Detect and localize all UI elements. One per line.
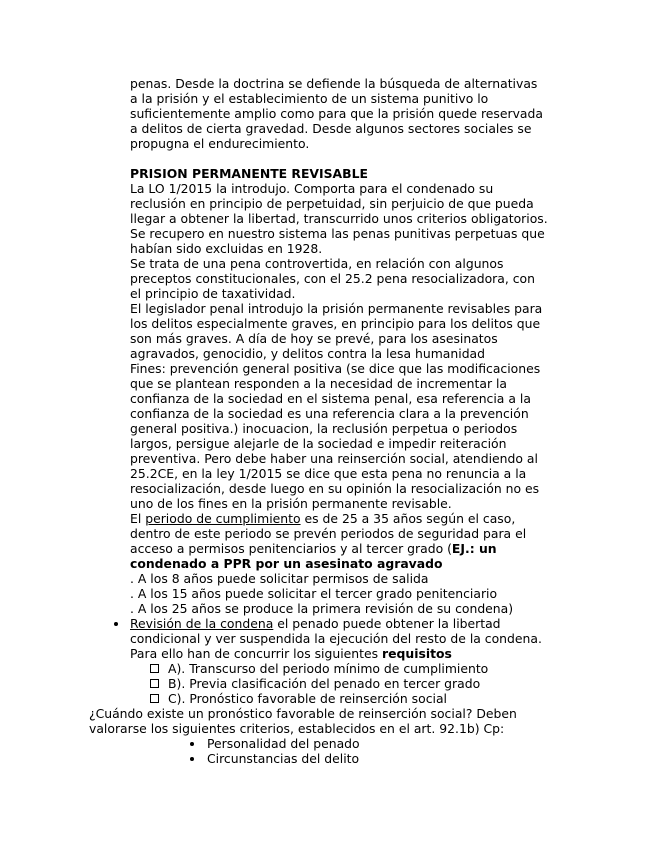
text-line: general positiva.) inocuacion, la reclusión perpetua o periodos bbox=[130, 421, 518, 436]
text-line: largos, persigue alejarle de la sociedad e impedir reiteración bbox=[130, 436, 507, 451]
text-line: reclusión en principio de perpetuidad, sin perjuicio de que pueda bbox=[130, 196, 534, 211]
criterio-item: Circunstancias del delito bbox=[207, 751, 360, 766]
checkbox-icon bbox=[150, 676, 159, 691]
revision-line bbox=[130, 616, 501, 631]
requisito-item: B). Previa clasificación del penado en tercer grado bbox=[168, 676, 481, 691]
text-line: preventiva. Pero debe haber una reinserción social, atendiendo al bbox=[130, 451, 538, 466]
text-line: habían sido excluidas en 1928. bbox=[130, 241, 323, 256]
text-line: suficientemente amplio como para que la prisión quede reservada bbox=[130, 106, 543, 121]
text-line: 25.2CE, en la ley 1/2015 se dice que esta pena no renuncia a la bbox=[130, 466, 527, 481]
text-span: Para ello han de concurrir los siguientes bbox=[130, 646, 383, 661]
text-span: acceso a permisos penitenciarios y al tercer grado ( bbox=[130, 541, 452, 556]
periodo-line bbox=[130, 511, 515, 526]
text-line: Se recupero en nuestro sistema las penas punitivas perpetuas que bbox=[130, 226, 545, 241]
text-line: condicional y ver suspendida la ejecución del resto de la condena. bbox=[130, 631, 542, 646]
text-span: El bbox=[130, 511, 146, 526]
section-heading: PRISION PERMANENTE REVISABLE bbox=[130, 166, 368, 181]
text-line: El legislador penal introdujo la prisión permanente revisables para bbox=[130, 301, 543, 316]
text-line: propugna el endurecimiento. bbox=[130, 136, 310, 151]
text-line: agravados, genocidio, y delitos contra la lesa humanidad bbox=[130, 346, 486, 361]
bold-line: condenado a PPR por un asesinato agravado bbox=[130, 556, 443, 571]
revision-term: Revisión de la condena bbox=[130, 616, 274, 631]
list-item: . A los 8 años puede solicitar permisos de salida bbox=[130, 571, 429, 586]
text-line: valorarse los siguientes criterios, establecidos en el art. 92.1b) Cp: bbox=[89, 721, 505, 736]
text-line: ¿Cuándo existe un pronóstico favorable de reinserción social? Deben bbox=[89, 706, 517, 721]
text-line: los delitos especialmente graves, en principio para los delitos que bbox=[130, 316, 541, 331]
periodo-term: periodo de cumplimiento bbox=[145, 511, 301, 526]
periodo-example-line bbox=[130, 541, 497, 556]
bullet-icon bbox=[190, 736, 194, 751]
text-line: que se plantean responden a la necesidad de incrementar la bbox=[130, 376, 508, 391]
text-line: el principio de taxatividad. bbox=[130, 286, 296, 301]
text-line: llegar a obtener la libertad, transcurrido unos criterios obligatorios. bbox=[130, 211, 548, 226]
text-line: uno de los fines en la prisión permanente revisable. bbox=[130, 496, 452, 511]
bold-span: EJ.: un bbox=[451, 541, 497, 556]
list-item: . A los 25 años se produce la primera revisión de su condena) bbox=[130, 601, 514, 616]
requisito-item: C). Pronóstico favorable de reinserción social bbox=[168, 691, 447, 706]
text-line: Fines: prevención general positiva (se dice que las modificaciones bbox=[130, 361, 541, 376]
text-line: preceptos constitucionales, con el 25.2 pena resocializadora, con bbox=[130, 271, 535, 286]
bullet-icon bbox=[190, 751, 194, 766]
text-span: es de 25 a 35 años según el caso, bbox=[300, 511, 516, 526]
bullet-icon bbox=[114, 616, 118, 631]
checkbox-icon bbox=[150, 691, 159, 706]
text-line: penas. Desde la doctrina se defiende la búsqueda de alternativas bbox=[130, 76, 538, 91]
text-line: son más graves. A día de hoy se prevé, para los asesinatos bbox=[130, 331, 498, 346]
bold-span: requisitos bbox=[382, 646, 452, 661]
text-line: a delitos de cierta gravedad. Desde algunos sectores sociales se bbox=[130, 121, 532, 136]
requisito-item: A). Transcurso del periodo mínimo de cumplimiento bbox=[168, 661, 489, 676]
text-line: resocialización, desde luego en su opinión la resocialización no es bbox=[130, 481, 540, 496]
text-line: confianza de la sociedad en el sistema penal, esa referencia a la bbox=[130, 391, 531, 406]
text-line: La LO 1/2015 la introdujo. Comporta para el condenado su bbox=[130, 181, 494, 196]
list-item: . A los 15 años puede solicitar el tercer grado penitenciario bbox=[130, 586, 498, 601]
text-line: a la prisión y el establecimiento de un sistema punitivo lo bbox=[130, 91, 489, 106]
text-line: confianza de la sociedad es una referencia clara a la prevención bbox=[130, 406, 529, 421]
text-line: dentro de este periodo se prevén periodos de seguridad para el bbox=[130, 526, 527, 541]
checkbox-icon bbox=[150, 661, 159, 676]
text-span: el penado puede obtener la libertad bbox=[273, 616, 501, 631]
requisitos-line bbox=[130, 646, 452, 661]
text-line: Se trata de una pena controvertida, en relación con algunos bbox=[130, 256, 504, 271]
criterio-item: Personalidad del penado bbox=[207, 736, 360, 751]
